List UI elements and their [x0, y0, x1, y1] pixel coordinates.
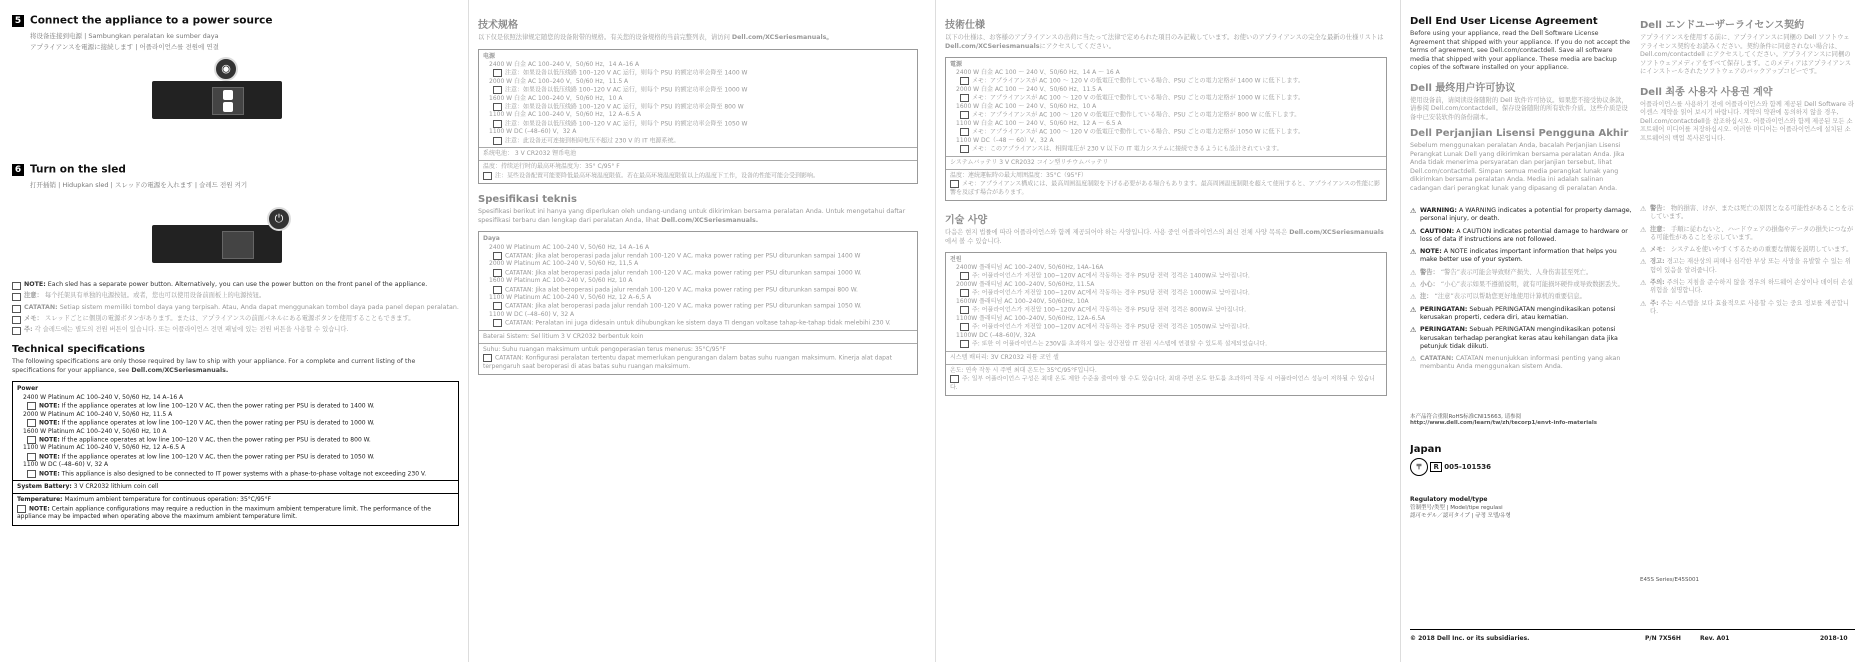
- power-spec-note: 注意：此设备还可连接到相间电压不超过 230 V 的 IT 电源系统。: [483, 137, 913, 146]
- warning-icon: ⚠: [1640, 246, 1647, 255]
- spec-label: Power: [17, 385, 39, 393]
- note-icon: [960, 306, 969, 314]
- power-spec-note: NOTE: If the appliance operates at low line 100–120 V AC, then the power rating per PSU is derated to 1050 W.: [17, 453, 454, 462]
- eula-title: Dell End User License Agreement: [1410, 16, 1598, 27]
- note-row: NOTE: Each sled has a separate power button. Alternatively, you can use the power button on the front panel of the appliance.: [12, 281, 459, 289]
- power-spec-note: NOTE: If the appliance operates at low line 100–120 V AC, then the power rating per PSU is derated to 800 W.: [17, 436, 454, 445]
- warning-row: ⚠ WARNING: A WARNING indicates a potential for property damage, personal injury, or death.: [1410, 207, 1632, 223]
- section-intro: 以下仅是依照法律规定随您的设备附带的规格。有关您的设备规格的当前完整列表，请访问 Dell.com/XCSeriesmanuals。: [478, 34, 833, 41]
- power-spec-item: 1100 W DC (–48–60) V, 32 A: [23, 461, 109, 469]
- warning-icon: ⚠: [1410, 227, 1417, 236]
- note-icon: [493, 319, 502, 327]
- spec-table: Power 2400 W Platinum AC 100–240 V, 50/60 Hz, 14 A–16 A NOTE: If the appliance operates at low line 100–120 V AC, then the power rating per PSU is derated to 1400 W. 2000 W Platinum AC 100–240 V, 50/60 Hz, 11.5 A NOTE: If the appliance operates at low line 100–120 V AC, then the power rating per PSU is derated to 1000 W. 1600 W Platinum AC 100–240 V, 50/60 Hz, 10 A NOTE: If the appliance operates at low line 100–120 V AC, then the power rating per PSU is derated to 800 W. 1100 W Platinum AC 100–240 V, 50/60 Hz, 12 A–6.5 A NOTE: If the appliance operates at low line 100–120 V AC, then the power rating per PSU is derated to 1050 W. 1100 W DC (–48–60) V, 32 A NOTE: This appliance is also designed to be connected to IT power systems with a phase-to-phase voltage not exceeding 230 V. System Battery: 3 V CR2032 lithium coin cell Temperature: Maximum ambient temperature for continuous operation: 35°C/95°F NOTE: Certain appliance configurations may require a reduction in the maximum ambient temperature limit. The performance of the appliance may be impacted when operating above the maximum ambient temperature limit.: [12, 381, 459, 525]
- note-row: メモ： スレッドごとに個別の電源ボタンがあります。または、アプライアンスの前面パネルにある電源ボタンを使用することもできます。: [12, 315, 459, 323]
- power-spec-note: メモ：アプライアンスが AC 100 〜 120 V の低電圧で動作している場合、PSU ごとの電力定格が 800 W に低下します。: [950, 111, 1382, 120]
- section-heading: Spesifikasi teknis: [478, 194, 577, 206]
- warning-icon: ⚠: [1410, 207, 1417, 215]
- power-spec-note: CATATAN: Jika alat beroperasi pada jalur rendah 100-120 V AC, maka power rating per PSU diturunkan sampai 800 W.: [483, 286, 913, 295]
- note-row: 注意： 每个托架具有单独的电源按钮。或者，您也可以使用设备前面板上的电源按钮。: [12, 292, 459, 300]
- warning-icon: ⚠: [1640, 225, 1647, 234]
- psu-slot: [212, 87, 244, 115]
- power-spec-note: NOTE: If the appliance operates at low line 100–120 V AC, then the power rating per PSU is derated to 1000 W.: [17, 419, 454, 428]
- note-icon: [493, 137, 502, 145]
- column-divider: [1400, 0, 1401, 662]
- column-ja-ko: [945, 10, 1387, 655]
- spec-table: Daya 2400 W Platinum AC 100–240 V, 50/60 Hz, 14 A–16 A CATATAN: Jika alat beroperasi pada jalur rendah 100-120 V AC, maka power rating per PSU diturunkan sampai 1400 W 2000 W Platinum AC 100–240 V, 50/60 Hz, 11,5 A CATATAN: Jika alat beroperasi pada jalur rendah 100-120 V AC, maka power rating per PSU diturunkan sampai 1000 W. 1600 W Platinum AC 100–240 V, 50/60 Hz, 10 A CATATAN: Jika alat beroperasi pada jalur rendah 100-120 V AC, maka power rating per PSU diturunkan sampai 800 W. 1100 W Platinum AC 100–240 V, 50/60 Hz, 12 A–6,5 A CATATAN: Jika alat beroperasi pada jalur rendah 100-120 V AC, maka power rating per PSU diturunkan sampai 1050 W. 1100 W DC (–48–60) V, 32 A CATATAN: Peralatan ini juga didesain untuk dihubungkan ke sistem daya TI dengan voltase tahap-ke-tahap tidak melebihi 230 V. Baterai Sistem: Sel litium 3 V CR2032 berbentuk koin Suhu: Suhu ruangan maksimum untuk pengoperasian terus menerus: 35°C/95°F CATATAN: Konfigurasi peralatan tertentu dapat memerlukan pengurangan dalam batas suhu ruangan maksimum. Kinerja alat dapat terpengaruh saat beroperasi di atas batas suhu ruangan maksimum.: [478, 231, 918, 375]
- regulatory-sub: 認可モデル／認可タイプ | 규정 모델/유형: [1410, 512, 1511, 519]
- note-icon: [960, 323, 969, 331]
- warnings-list: [1410, 207, 1632, 372]
- note-icon: [27, 453, 36, 461]
- power-spec-note: 注意：如果设备以低压线路 100–120 V AC 运行，则每个 PSU 的额定功率会降至 800 W: [483, 103, 913, 112]
- power-spec-item: 2400 W Platinum AC 100–240 V, 50/60 Hz, 14 A–16 A: [489, 243, 650, 251]
- power-spec-item: 1600 W Platinum AC 100–240 V, 50/60 Hz, 10 A: [23, 427, 167, 435]
- warning-row: ⚠ 주의: 주의는 지침을 준수하지 않을 경우의 하드웨어 손상이나 데이터 손실 위험을 설명합니다.: [1640, 279, 1854, 295]
- note-icon: [493, 103, 502, 111]
- power-spec-item: 1100 W DC（–48 〜 60）V、32 A: [956, 136, 1054, 144]
- section-heading: Technical specifications: [12, 344, 145, 356]
- note-icon: [960, 128, 969, 136]
- warning-row: ⚠ 注： “注意”表示可以帮助您更好地使用计算机的重要信息。: [1410, 293, 1586, 302]
- power-spec-note: 주: 어플라이언스가 저전압 100~120V AC에서 작동하는 경우 PSU당 전력 정격은 800W로 낮아집니다.: [950, 306, 1382, 315]
- power-spec-item: 2000 W Platinum AC 100–240 V, 50/60 Hz, 11.5 A: [23, 410, 173, 418]
- column-english: [12, 10, 459, 655]
- date: 2018-10: [1820, 635, 1848, 642]
- japan-heading: Japan: [1410, 443, 1442, 455]
- note-icon: [12, 316, 21, 324]
- power-spec-note: 注意：如果设备以低压线路 100–120 V AC 运行，则每个 PSU 的额定功率会降至 1400 W: [483, 69, 913, 78]
- revision: Rev. A01: [1700, 635, 1730, 642]
- manuals-link[interactable]: Dell.com/XCSeriesmanuals.: [131, 366, 229, 374]
- power-spec-item: 1100W DC (–48–60)V, 32A: [956, 331, 1036, 339]
- column-eula: [1410, 10, 1632, 655]
- warning-row: ⚠ 警告： 物的損害、けが、または死亡の原因となる可能性があることを示しています。: [1640, 205, 1854, 221]
- column-divider: [468, 0, 469, 662]
- note-icon: [960, 77, 969, 85]
- eula-body: 使用设备前，请阅读设备随附的 Dell 软件许可协议。如果您不接受协议条款，请参阅 Dell.com/contactdell。保存设备随附的所有软件介质。这些介质是设备中已安装软件的备份副本。: [1410, 96, 1628, 121]
- step-title: Connect the appliance to a power source: [30, 14, 273, 27]
- power-spec-note: 주: 어플라이언스가 저전압 100~120V AC에서 작동하는 경우 PSU당 전력 정격은 1400W로 낮아집니다.: [950, 272, 1382, 281]
- power-spec-note: 주: 어플라이언스가 저전압 100~120V AC에서 작동하는 경우 PSU당 전력 정격은 1050W로 낮아집니다.: [950, 323, 1382, 332]
- power-spec-note: CATATAN: Jika alat beroperasi pada jalur rendah 100-120 V AC, maka power rating per PSU diturunkan sampai 1050 W.: [483, 302, 913, 311]
- note-icon: [493, 252, 502, 260]
- power-spec-item: 2400W 플래티넘 AC 100–240V, 50/60Hz, 14A–16A: [956, 264, 1104, 272]
- note-icon: [17, 505, 26, 513]
- spec-table: 電源 2400 W 白金 AC 100 〜 240 V、50/60 Hz、14 A 〜 16 A メモ：アプライアンスが AC 100 〜 120 V の低電圧で動作している場合、PSU ごとの電力定格が 1400 W に低下します。 2000 W 白金 AC 100 〜 240 V、50/60 Hz、11.5 A メモ：アプライアンスが AC 100 〜 120 V の低電圧で動作している場合、PSU ごとの電力定格が 1000 W に低下します。 1600 W 白金 AC 100 〜 240 V、50/60 Hz、10 A メモ：アプライアンスが AC 100 〜 120 V の低電圧で動作している場合、PSU ごとの電力定格が 800 W に低下します。 1100 W 白金 AC 100 〜 240 V、50/60 Hz、12 A 〜 6.5 A メモ：アプライアンスが AC 100 〜 120 V の低電圧で動作している場合、PSU ごとの電力定格が 1050 W に低下します。 1100 W DC（–48 〜 60）V、32 A メモ：このアプライアンスは、相間電圧が 230 V 以下の IT 電力システムに接続できるようにも設計されています。 システムバッテリ 3 V CR2032 コイン型リチウムバッテリ 温度：連続運転時の最大周囲温度：35°C（95°F） メモ：アプライアンス構成には、最高周囲温度制限を下げる必要がある場合もあります。最高周囲温度制限を超えて使用すると、アプライアンスの性能に影響を及ぼす場合があります。: [945, 57, 1387, 201]
- eula-body: アプライアンスを使用する前に、アプライアンスに同梱の Dell ソフトウェアライセンス契約をお読みください。契約条件に同意されない場合は、Dell.com/contactdell にアクセスしてください。アプライアンスに同梱のソフトウェアメディアをすべて保存します。このメディアはアプライアンスにインストールされたソフトウェアのバックアップコピーです。: [1640, 34, 1852, 75]
- warnings-list: [1640, 205, 1855, 316]
- appliance-power-illustration: [152, 62, 282, 119]
- column-eula-ja-ko: [1640, 10, 1855, 655]
- rohs-notice: 本产品符合重限RoHS标准CNI15663, 请参阅 http://www.dell.com/learn/tw/zh/tecorp1/envt-info-materials: [1410, 413, 1597, 426]
- note-icon: [27, 419, 36, 427]
- note-icon: [12, 293, 21, 301]
- section-intro: The following specifications are only those required by law to ship with your appliance. For a complete and current listing of the specifications for your appliance, see Dell.com/XCSeriesmanuals.: [12, 358, 416, 374]
- regulatory-sub: 管制型号/类型 | Model/tipe regulasi: [1410, 504, 1503, 511]
- warning-row: ⚠ 警告： “警告”表示可能会导致财产损失、人身伤害甚至死亡。: [1410, 268, 1593, 277]
- step-6: [12, 159, 459, 189]
- power-spec-note: NOTE: This appliance is also designed to be connected to IT power systems with a phase-to-phase voltage not exceeding 230 V.: [17, 470, 454, 479]
- note-icon: [960, 272, 969, 280]
- power-spec-note: 注意：如果设备以低压线路 100–120 V AC 运行，则每个 PSU 的额定功率会降至 1000 W: [483, 86, 913, 95]
- note-icon: [27, 402, 36, 410]
- section-heading: 技術仕様: [945, 20, 985, 31]
- power-spec-item: 1600 W 白金 AC 100 〜 240 V、50/60 Hz、10 A: [956, 103, 1097, 111]
- power-spec-item: 1600 W Platinum AC 100–240 V, 50/60 Hz, 10 A: [489, 277, 633, 285]
- power-spec-item: 1100 W Platinum AC 100–240 V, 50/60 Hz, 12 A–6,5 A: [489, 294, 652, 302]
- footer-rule: [1410, 629, 1855, 630]
- warning-row: ⚠ CATATAN: CATATAN menunjukkan informasi penting yang akan membantu Anda menggunakan sistem Anda.: [1410, 355, 1621, 371]
- power-spec-item: 2000W 플래티넘 AC 100–240V, 50/60Hz, 11.5A: [956, 281, 1095, 289]
- warning-icon: ⚠: [1640, 258, 1647, 267]
- power-spec-item: 1600W 플래티넘 AC 100–240V, 50/60Hz, 10A: [956, 298, 1089, 306]
- warning-row: ⚠ 注意： 手順に従わないと、ハードウェアの損傷やデータの損失につながる可能性があることを示しています。: [1640, 225, 1854, 241]
- warning-row: ⚠ 주: 주는 시스템을 보다 효율적으로 사용할 수 있는 중요 정보를 제공합니다.: [1640, 299, 1849, 315]
- spec-table: 电源 2400 W 白金 AC 100–240 V，50/60 Hz，14 A–16 A 注意：如果设备以低压线路 100–120 V AC 运行，则每个 PSU 的额定功率会降至 1400 W 2000 W 白金 AC 100–240 V，50/60 Hz，11.5 A 注意：如果设备以低压线路 100–120 V AC 运行，则每个 PSU 的额定功率会降至 1000 W 1600 W 白金 AC 100–240 V，50/60 Hz，10 A 注意：如果设备以低压线路 100–120 V AC 运行，则每个 PSU 的额定功率会降至 800 W 1100 W 白金 AC 100–240 V，50/60 Hz，12 A–6.5 A 注意：如果设备以低压线路 100–120 V AC 运行，则每个 PSU 的额定功率会降至 1050 W 1100 W DC (–48–60) V，32 A 注意：此设备还可连接到相间电压不超过 230 V 的 IT 电源系统。 系统电池： 3 V CR2032 锂币电池 温度：持续运行时的最高环境温度为：35° C/95° F 注：某些设备配置可能要降低最高环境温度限值。若在最高环境温度限值以上的温度下工作，设备的性能可能会受到影响。: [478, 49, 918, 185]
- step-number: 5: [12, 15, 24, 27]
- note-icon: [493, 302, 502, 310]
- power-list: [483, 244, 913, 329]
- eula-title: Dell エンドユーザーライセンス契約: [1640, 20, 1805, 31]
- power-spec-note: メモ：アプライアンスが AC 100 〜 120 V の低電圧で動作している場合、PSU ごとの電力定格が 1000 W に低下します。: [950, 94, 1382, 103]
- power-spec-item: 2000 W Platinum AC 100–240 V, 50/60 Hz, 11,5 A: [489, 260, 639, 268]
- power-spec-item: 2400 W 白金 AC 100–240 V，50/60 Hz，14 A–16 A: [489, 60, 640, 68]
- warning-icon: ⚠: [1640, 279, 1647, 288]
- power-spec-note: 주: 어플라이언스가 저전압 100~120V AC에서 작동하는 경우 PSU당 전력 정격은 1000W로 낮아집니다.: [950, 289, 1382, 298]
- camera-icon: ◉: [214, 57, 238, 81]
- power-list: [950, 264, 1382, 349]
- power-spec-note: CATATAN: Peralatan ini juga didesain untuk dihubungkan ke sistem daya TI dengan voltase tahap-ke-tahap tidak melebihi 230 V.: [483, 319, 913, 328]
- note-icon: [960, 145, 969, 153]
- pse-mark-icon: 〒: [1410, 458, 1428, 476]
- part-number: P/N 7X56H: [1645, 635, 1681, 642]
- power-spec-item: 1100 W 白金 AC 100–240 V，50/60 Hz，12 A–6.5 A: [489, 111, 641, 119]
- eula-title: Dell 最终用户许可协议: [1410, 82, 1516, 94]
- eula-body: Sebelum menggunakan peralatan Anda, bacalah Perjanjian Lisensi Perangkat Lunak Dell yang dikirimkan bersama peralatan Anda. Jika Anda tidak menerima persyaratan dan perjanjian tersebut, lihat Dell.com/contactdell. Simpan semua media perangkat lunak yang dikirimkan bersama peralatan Anda. Media ini adalah salinan cadangan dari perangkat lunak yang dipasang di peralatan Anda.: [1410, 142, 1625, 192]
- rohs-link[interactable]: http://www.dell.com/learn/tw/zh/tecorp1/envt-info-materials: [1410, 419, 1597, 426]
- power-spec-item: 1600 W 白金 AC 100–240 V，50/60 Hz，10 A: [489, 94, 623, 102]
- appliance-sled-illustration: [152, 212, 284, 263]
- step-5: [12, 10, 459, 51]
- sled-slot: [222, 231, 254, 259]
- power-spec-item: 1100 W DC (–48–60) V，32 A: [489, 128, 577, 136]
- note-icon: [960, 340, 969, 348]
- warning-row: ⚠ 경고: 경고는 재산상의 피해나 심각한 부상 또는 사망을 유발할 수 있는 위험이 있음을 알려줍니다.: [1640, 258, 1851, 274]
- power-spec-note: CATATAN: Jika alat beroperasi pada jalur rendah 100-120 V AC, maka power rating per PSU diturunkan sampai 1000 W.: [483, 269, 913, 278]
- eula-title: Dell 최종 사용자 사용권 계약: [1640, 86, 1773, 98]
- note-icon: [493, 269, 502, 277]
- power-spec-note: メモ：アプライアンスが AC 100 〜 120 V の低電圧で動作している場合、PSU ごとの電力定格が 1050 W に低下します。: [950, 128, 1382, 137]
- eula-body: 어플라이언스를 사용하기 전에 어플라이언스와 함께 제공된 Dell Software 라이센스 계약을 읽어 보시기 바랍니다. 계약의 약관에 동의하지 않을 경우, Dell.com/contactdell을 참조하십시오. 어플라이언스와 함께 제공된 모든 소프트웨어 미디어를 저장하십시오. 이러한 미디어는 어플라이언스에 설치된 소프트웨어의 백업 복사본입니다.: [1640, 100, 1855, 142]
- step6-notes: [12, 281, 459, 334]
- step-title: Turn on the sled: [30, 163, 126, 176]
- power-spec-note: メモ：アプライアンスが AC 100 〜 120 V の低電圧で動作している場合、PSU ごとの電力定格が 1400 W に低下します。: [950, 77, 1382, 86]
- power-list: [17, 394, 454, 479]
- note-icon: [12, 327, 21, 335]
- japan-mark: 〒 R 005-101536: [1410, 458, 1632, 476]
- note-icon: [960, 94, 969, 102]
- step-subtitle: 打开插销 | Hidupkan sled | スレッドの電源を入れます | 슬레드 전원 켜기: [30, 181, 248, 189]
- warning-icon: ⚠: [1410, 293, 1417, 302]
- note-icon: [12, 305, 21, 313]
- warning-row: ⚠ メモ： システムを使いやすくするための重要な情報を説明しています。: [1640, 246, 1853, 255]
- section-intro: 다음은 현지 법률에 따라 어플라이언스와 함께 제공되어야 하는 사양입니다. 사용 중인 어플라이언스의 최신 전체 사양 목록은 Dell.com/XCSeriesmanuals에서 볼 수 있습니다.: [945, 229, 1384, 245]
- note-icon: [27, 470, 36, 478]
- eula-title: Dell Perjanjian Lisensi Pengguna Akhir: [1410, 128, 1629, 139]
- power-spec-note: 注意：如果设备以低压线路 100–120 V AC 运行，则每个 PSU 的额定功率会降至 1050 W: [483, 120, 913, 129]
- eula-body: Before using your appliance, read the Dell Software License Agreement that shipped with your appliance. If you do not accept the terms of agreement, see Dell.com/contactdell. Save all software media that shipped with your appliance. These media are backup copies of the software installed on your appliance.: [1410, 30, 1630, 71]
- copyright: © 2018 Dell Inc. or its subsidiaries.: [1410, 635, 1530, 642]
- warning-icon: ⚠: [1410, 305, 1417, 314]
- warning-row: ⚠ PERINGATAN: Sebuah PERINGATAN mengindikasikan potensi kerusakan properti, cedera diri, atau kematian.: [1410, 305, 1616, 321]
- note-icon: [493, 86, 502, 94]
- warning-icon: ⚠: [1410, 248, 1417, 257]
- regulatory-label: Regulatory model/type: [1410, 495, 1488, 503]
- power-spec-note: CATATAN: Jika alat beroperasi pada jalur rendah 100-120 V AC, maka power rating per PSU diturunkan sampai 1400 W: [483, 252, 913, 261]
- warning-icon: ⚠: [1640, 205, 1647, 213]
- power-spec-item: 2400 W Platinum AC 100–240 V, 50/60 Hz, 14 A–16 A: [23, 393, 184, 401]
- section-heading: 技术规格: [478, 20, 518, 31]
- note-icon: [12, 282, 21, 290]
- power-list: [483, 61, 913, 146]
- section-heading: 기술 사양: [945, 215, 988, 227]
- warning-icon: ⚠: [1410, 326, 1417, 335]
- note-icon: [493, 69, 502, 77]
- warning-row: ⚠ PERINGATAN: Sebuah PERINGATAN mengindikasikan potensi kerusakan terhadap perangkat keras atau kehilangan data jika petunjuk tidak diikuti.: [1410, 326, 1618, 350]
- power-spec-note: メモ：このアプライアンスは、相間電圧が 230 V 以下の IT 電力システムに接続できるようにも設計されています。: [950, 145, 1382, 154]
- warning-row: ⚠ NOTE: A NOTE indicates important information that helps you make better use of your system.: [1410, 248, 1617, 264]
- spec-table: 전원 2400W 플래티넘 AC 100–240V, 50/60Hz, 14A–16A 주: 어플라이언스가 저전압 100~120V AC에서 작동하는 경우 PSU당 전력 정격은 1400W로 낮아집니다. 2000W 플래티넘 AC 100–240V, 50/60Hz, 11.5A 주: 어플라이언스가 저전압 100~120V AC에서 작동하는 경우 PSU당 전력 정격은 1000W로 낮아집니다. 1600W 플래티넘 AC 100–240V, 50/60Hz, 10A 주: 어플라이언스가 저전압 100~120V AC에서 작동하는 경우 PSU당 전력 정격은 800W로 낮아집니다. 1100W 플래티넘 AC 100–240V, 50/60Hz, 12A–6.5A 주: 어플라이언스가 저전압 100~120V AC에서 작동하는 경우 PSU당 전력 정격은 1050W로 낮아집니다. 1100W DC (–48–60)V, 32A 주: 또한 이 어플라이언스는 230V를 초과하지 않는 상간전압 IT 전원 시스템에 연결할 수 있도록 설계되었습니다. 시스템 배터리: 3V CR2032 리튬 코인 셀 온도: 연속 작동 시 주변 최대 온도는 35°C/95°F입니다. 주: 일부 어플라이언스 구성은 최대 온도 제한 수준을 줄여야 할 수도 있습니다. 최대 주변 온도 한도를 초과하여 작동 시 어플라이언스 성능이 저하될 수 있습니다.: [945, 252, 1387, 396]
- warning-row: ⚠ 小心： “小心”表示如果不遵循说明，就有可能损坏硬件或导致数据丢失。: [1410, 281, 1624, 290]
- power-spec-item: 1100 W 白金 AC 100 〜 240 V、50/60 Hz、12 A 〜 6.5 A: [956, 119, 1122, 127]
- warning-icon: ⚠: [1410, 281, 1417, 290]
- power-spec-item: 2000 W 白金 AC 100–240 V，50/60 Hz，11.5 A: [489, 77, 629, 85]
- power-spec-note: NOTE: If the appliance operates at low line 100–120 V AC, then the power rating per PSU is derated to 1400 W.: [17, 402, 454, 411]
- regulatory-value: E45S Series/E45S001: [1640, 577, 1699, 583]
- note-icon: [493, 286, 502, 294]
- power-spec-item: 2400 W 白金 AC 100 〜 240 V、50/60 Hz、14 A 〜 16 A: [956, 69, 1120, 77]
- column-divider: [935, 0, 936, 662]
- power-plug-icon: [223, 102, 233, 112]
- note-row: 주: 각 슬레드에는 별도의 전원 버튼이 있습니다. 또는 어플라이언스 전면 패널에 있는 전원 버튼을 사용할 수 있습니다.: [12, 326, 459, 334]
- warning-row: ⚠ CAUTION: A CAUTION indicates potential damage to hardware or loss of data if instructions are not followed.: [1410, 227, 1628, 243]
- note-icon: [27, 436, 36, 444]
- warning-icon: ⚠: [1640, 299, 1647, 308]
- section-intro: 以下の仕様は、お客様のアプライアンスの出荷に当たって法律で定められた項目のみ記載しています。お使いのアプライアンスの完全な最新の仕様リストは Dell.com/XCSeriesmanualsにアクセスしてください。: [945, 34, 1384, 50]
- power-spec-item: 1100 W Platinum AC 100–240 V, 50/60 Hz, 12 A–6.5 A: [23, 444, 186, 452]
- step-subtitle: 将设备连接到电源 | Sambungkan peralatan ke sumber daya: [30, 32, 219, 40]
- power-spec-item: 1100W 플래티넘 AC 100–240V, 50/60Hz, 12A–6.5A: [956, 314, 1106, 322]
- power-spec-note: 주: 또한 이 어플라이언스는 230V를 초과하지 않는 상간전압 IT 전원 시스템에 연결할 수 있도록 설계되었습니다.: [950, 340, 1382, 349]
- power-spec-item: 1100 W DC (–48–60) V, 32 A: [489, 311, 575, 319]
- step-number: 6: [12, 164, 24, 176]
- note-row: CATATAN: Setiap sistem memiliki tombol daya yang terpisah. Atau, Anda dapat menggunakan tombol daya pada panel depan peralatan.: [12, 304, 459, 312]
- power-spec-item: 2000 W 白金 AC 100 〜 240 V、50/60 Hz、11.5 A: [956, 86, 1102, 94]
- power-plug-icon: [223, 90, 233, 100]
- column-zh-id: [478, 10, 918, 655]
- note-icon: [960, 111, 969, 119]
- power-list: [950, 69, 1382, 154]
- warning-icon: ⚠: [1410, 268, 1417, 277]
- step-subtitle: アプライアンスを電源に接続します | 어플라이언스를 전원에 연결: [30, 43, 219, 51]
- note-icon: [960, 289, 969, 297]
- warning-icon: ⚠: [1410, 355, 1417, 364]
- section-intro: Spesifikasi berikut ini hanya yang diperlukan oleh undang-undang untuk dikirimkan bersama peralatan Anda. Untuk mengetahui daftar spesifikasi terbaru dan lengkap dari peralatan Anda, lihat Dell.com/XCSeriesmanuals.: [478, 208, 906, 224]
- note-icon: [493, 120, 502, 128]
- power-button-icon: ⏻: [267, 207, 291, 231]
